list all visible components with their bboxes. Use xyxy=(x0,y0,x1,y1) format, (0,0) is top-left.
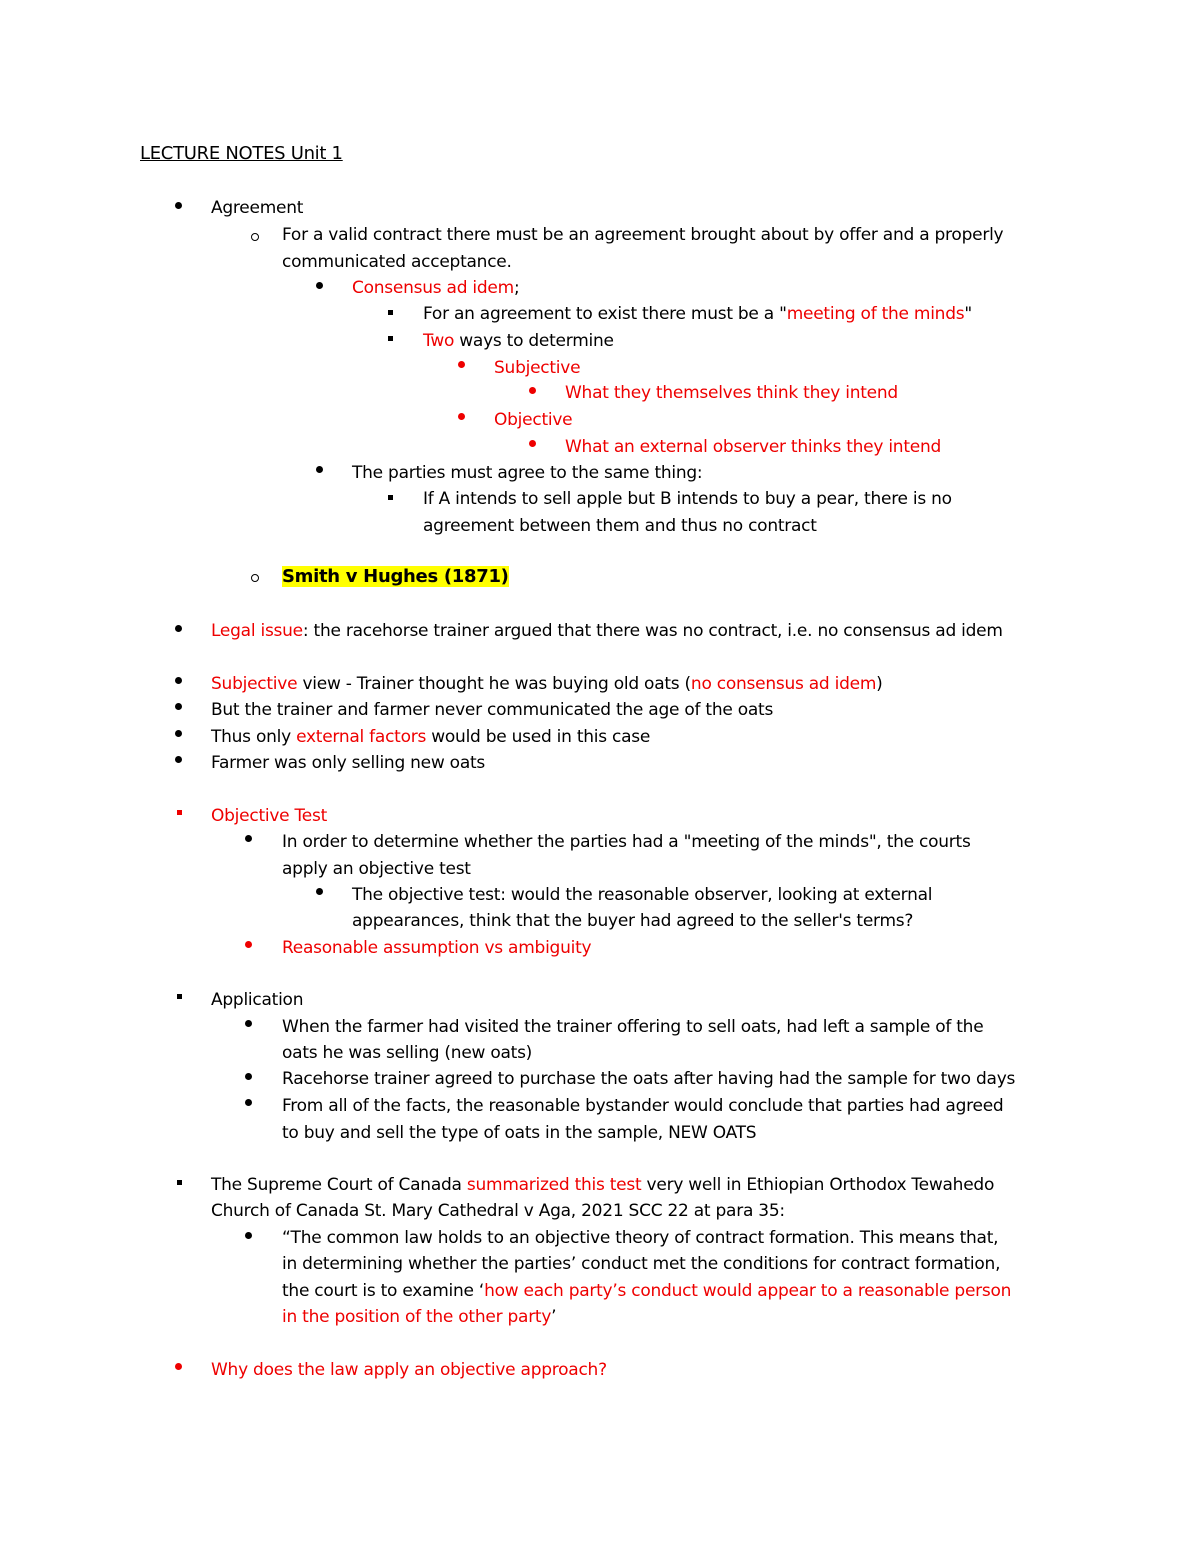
line-quote-2: in determining whether the parties’ conduct met the conditions for contract formation, xyxy=(282,1254,1001,1274)
bullet-icon xyxy=(175,625,182,632)
bullet-icon xyxy=(175,756,182,763)
bullet-icon xyxy=(245,1232,252,1239)
line-apple-pear: If A intends to sell apple but B intends to buy a pear, there is no xyxy=(423,489,952,509)
bullet-icon xyxy=(175,1363,182,1370)
line-two-ways: Two ways to determine xyxy=(423,331,614,351)
line-subjective-view: Subjective view - Trainer thought he was buying old oats (no consensus ad idem) xyxy=(211,674,883,694)
square-bullet-icon xyxy=(177,810,182,815)
line-quote-1: “The common law holds to an objective theory of contract formation. This means that, xyxy=(282,1228,999,1248)
line-apply-test: apply an objective test xyxy=(282,859,471,879)
line-agreement: Agreement xyxy=(211,198,304,218)
bullet-icon xyxy=(316,282,323,289)
square-bullet-icon xyxy=(177,994,182,999)
line-objective-def: What an external observer thinks they intend xyxy=(565,437,942,457)
line-consensus: Consensus ad idem; xyxy=(352,278,520,298)
line-supreme-court: The Supreme Court of Canada summarized this test very well in Ethiopian Orthodox Tewahedo xyxy=(211,1175,995,1195)
square-bullet-icon xyxy=(388,495,393,500)
bullet-icon xyxy=(175,202,182,209)
bullet-icon xyxy=(245,1099,252,1106)
line-reasonable-observer: The objective test: would the reasonable observer, looking at external xyxy=(352,885,933,905)
bullet-icon xyxy=(529,440,536,447)
line-appearances: appearances, think that the buyer had agreed to the seller's terms? xyxy=(352,911,914,931)
bullet-icon xyxy=(175,677,182,684)
line-all-facts: From all of the facts, the reasonable bystander would conclude that parties had agreed xyxy=(282,1096,1004,1116)
line-quote-4: in the position of the other party’ xyxy=(282,1307,557,1327)
bullet-icon xyxy=(245,835,252,842)
bullet-icon xyxy=(316,466,323,473)
bullet-icon xyxy=(458,361,465,368)
square-bullet-icon xyxy=(388,310,393,315)
bullet-icon xyxy=(245,1020,252,1027)
line-never-communicated: But the trainer and farmer never communicated the age of the oats xyxy=(211,700,774,720)
hollow-bullet-icon xyxy=(251,574,259,582)
line-external-factors: Thus only external factors would be used in this case xyxy=(211,727,651,747)
bullet-icon xyxy=(458,413,465,420)
line-objective-test: Objective Test xyxy=(211,806,327,826)
line-oats-selling: oats he was selling (new oats) xyxy=(282,1043,533,1063)
line-objective: Objective xyxy=(494,410,573,430)
square-bullet-icon xyxy=(177,1180,182,1185)
line-legal-issue: Legal issue: the racehorse trainer argued that there was no contract, i.e. no consensus ad idem xyxy=(211,621,1003,641)
bullet-icon xyxy=(175,703,182,710)
bullet-icon xyxy=(245,941,252,948)
bullet-icon xyxy=(175,730,182,737)
line-church-citation: Church of Canada St. Mary Cathedral v Aga, 2021 SCC 22 at para 35: xyxy=(211,1201,785,1221)
line-why-objective: Why does the law apply an objective approach? xyxy=(211,1360,607,1380)
line-trainer-agreed: Racehorse trainer agreed to purchase the oats after having had the sample for two days xyxy=(282,1069,1016,1089)
line-subjective: Subjective xyxy=(494,358,581,378)
line-buy-sell: to buy and sell the type of oats in the sample, NEW OATS xyxy=(282,1123,757,1143)
bullet-icon xyxy=(316,888,323,895)
case-heading: Smith v Hughes (1871) xyxy=(282,566,509,587)
line-valid-contract: For a valid contract there must be an agreement brought about by offer and a properly xyxy=(282,225,1004,245)
line-same-thing: The parties must agree to the same thing: xyxy=(352,463,703,483)
line-farmer-visited: When the farmer had visited the trainer offering to sell oats, had left a sample of the xyxy=(282,1017,984,1037)
line-reasonable-assumption: Reasonable assumption vs ambiguity xyxy=(282,938,592,958)
line-quote-3: the court is to examine ‘how each party’s conduct would appear to a reasonable person xyxy=(282,1281,1012,1301)
line-no-agreement: agreement between them and thus no contract xyxy=(423,516,817,536)
line-new-oats: Farmer was only selling new oats xyxy=(211,753,486,773)
line-in-order: In order to determine whether the parties had a "meeting of the minds", the courts xyxy=(282,832,971,852)
line-application: Application xyxy=(211,990,304,1010)
square-bullet-icon xyxy=(388,336,393,341)
line-subjective-def: What they themselves think they intend xyxy=(565,383,898,403)
page-title: LECTURE NOTES Unit 1 xyxy=(140,143,343,164)
hollow-bullet-icon xyxy=(251,233,259,241)
bullet-icon xyxy=(245,1073,252,1080)
line-communicated: communicated acceptance. xyxy=(282,252,512,272)
bullet-icon xyxy=(529,387,536,394)
line-meeting-minds: For an agreement to exist there must be a "meeting of the minds" xyxy=(423,304,972,324)
